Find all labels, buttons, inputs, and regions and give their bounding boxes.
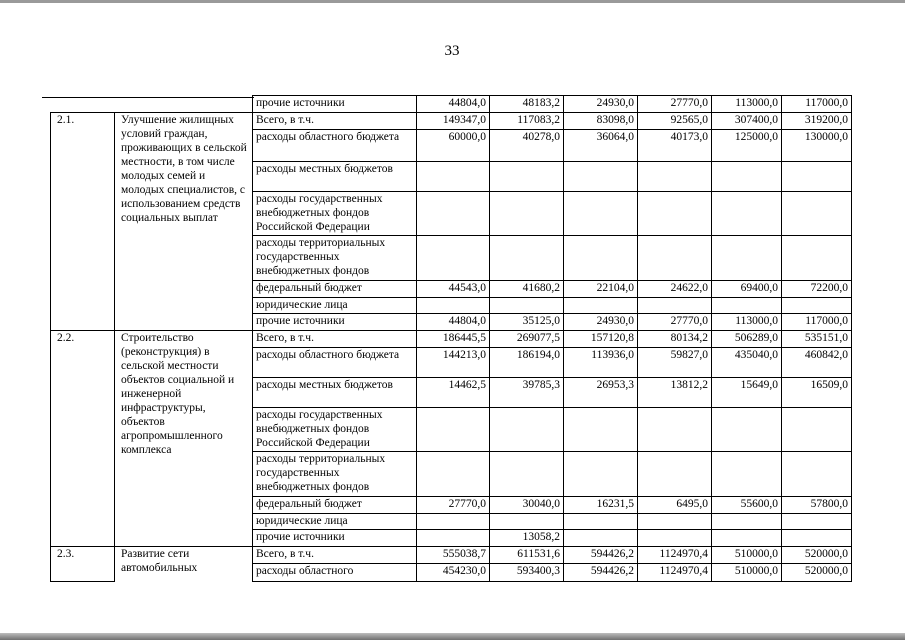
section-code: 2.3. (51, 547, 115, 582)
value-cell: 72200,0 (782, 281, 852, 298)
value-cell (564, 298, 638, 314)
value-cell (417, 408, 490, 452)
value-cell (782, 298, 852, 314)
value-cell: 27770,0 (417, 497, 490, 514)
value-cell: 157120,8 (564, 331, 638, 348)
value-cell: 14462,5 (417, 378, 490, 408)
value-cell (712, 236, 782, 281)
value-cell (564, 530, 638, 547)
value-cell (417, 236, 490, 281)
value-cell (417, 192, 490, 236)
value-cell: 520000,0 (782, 547, 852, 564)
value-cell: 130000,0 (782, 130, 852, 162)
value-cell: 27770,0 (638, 314, 712, 331)
value-cell (638, 514, 712, 530)
value-cell (782, 530, 852, 547)
funding-source: юридические лица (253, 298, 417, 314)
page-number: 33 (444, 43, 460, 59)
table-row (51, 331, 852, 348)
value-cell: 435040,0 (712, 348, 782, 378)
value-cell (638, 452, 712, 497)
value-cell (638, 192, 712, 236)
value-cell: 40278,0 (490, 130, 564, 162)
value-cell: 41680,2 (490, 281, 564, 298)
value-cell (712, 162, 782, 192)
value-cell: 113000,0 (712, 96, 782, 113)
value-cell: 186194,0 (490, 348, 564, 378)
funding-source: расходы государственных внебюджетных фондов Российской Федерации (253, 408, 417, 452)
section-name: Улучшение жилищных условий граждан, проживающих в сельской местности, в том числе молодых семей и молодых специалистов, с использованием средств социальных выплат (115, 113, 253, 331)
value-cell: 92565,0 (638, 113, 712, 130)
value-cell (638, 530, 712, 547)
value-cell (782, 514, 852, 530)
value-cell (712, 452, 782, 497)
value-cell: 36064,0 (564, 130, 638, 162)
funding-source: федеральный бюджет (253, 497, 417, 514)
value-cell (417, 452, 490, 497)
funding-source: расходы областного бюджета (253, 348, 417, 378)
value-cell (638, 298, 712, 314)
value-cell: 269077,5 (490, 331, 564, 348)
value-cell: 44543,0 (417, 281, 490, 298)
value-cell (417, 514, 490, 530)
value-cell: 555038,7 (417, 547, 490, 564)
value-cell (638, 408, 712, 452)
value-cell (782, 408, 852, 452)
value-cell: 594426,2 (564, 547, 638, 564)
value-cell (564, 514, 638, 530)
funding-source: расходы территориальных государственных внебюджетных фондов (253, 452, 417, 497)
value-cell: 27770,0 (638, 96, 712, 113)
value-cell: 60000,0 (417, 130, 490, 162)
value-cell: 593400,3 (490, 564, 564, 582)
blank-cell (51, 96, 253, 113)
value-cell: 13058,2 (490, 530, 564, 547)
value-cell: 594426,2 (564, 564, 638, 582)
value-cell: 16509,0 (782, 378, 852, 408)
value-cell: 22104,0 (564, 281, 638, 298)
value-cell (712, 408, 782, 452)
value-cell: 80134,2 (638, 331, 712, 348)
value-cell: 26953,3 (564, 378, 638, 408)
value-cell: 30040,0 (490, 497, 564, 514)
value-cell: 83098,0 (564, 113, 638, 130)
value-cell: 13812,2 (638, 378, 712, 408)
value-cell: 55600,0 (712, 497, 782, 514)
funding-source: расходы областного (253, 564, 417, 582)
funding-source: прочие источники (253, 96, 417, 113)
value-cell (564, 192, 638, 236)
value-cell: 117000,0 (782, 96, 852, 113)
funding-source: юридические лица (253, 514, 417, 530)
value-cell: 113000,0 (712, 314, 782, 331)
value-cell: 117000,0 (782, 314, 852, 331)
funding-source: расходы местных бюджетов (253, 378, 417, 408)
value-cell (712, 514, 782, 530)
value-cell (782, 192, 852, 236)
table-row (51, 96, 852, 113)
value-cell (490, 192, 564, 236)
value-cell (712, 530, 782, 547)
value-cell: 117083,2 (490, 113, 564, 130)
funding-source: расходы территориальных государственных внебюджетных фондов (253, 236, 417, 281)
funding-source: прочие источники (253, 530, 417, 547)
funding-source: расходы местных бюджетов (253, 162, 417, 192)
value-cell: 44804,0 (417, 96, 490, 113)
value-cell: 57800,0 (782, 497, 852, 514)
value-cell (564, 162, 638, 192)
value-cell (490, 236, 564, 281)
section-code: 2.1. (51, 113, 115, 331)
funding-source: расходы областного бюджета (253, 130, 417, 162)
value-cell: 24930,0 (564, 314, 638, 331)
value-cell: 44804,0 (417, 314, 490, 331)
value-cell: 35125,0 (490, 314, 564, 331)
budget-table (50, 95, 852, 582)
section-name: Развитие сети автомобильных (115, 547, 253, 582)
funding-source: Всего, в т.ч. (253, 331, 417, 348)
value-cell (490, 452, 564, 497)
value-cell (782, 452, 852, 497)
value-cell: 125000,0 (712, 130, 782, 162)
value-cell: 460842,0 (782, 348, 852, 378)
value-cell: 510000,0 (712, 547, 782, 564)
value-cell: 39785,3 (490, 378, 564, 408)
funding-source: прочие источники (253, 314, 417, 331)
value-cell: 307400,0 (712, 113, 782, 130)
value-cell: 48183,2 (490, 96, 564, 113)
value-cell: 15649,0 (712, 378, 782, 408)
value-cell: 510000,0 (712, 564, 782, 582)
value-cell: 16231,5 (564, 497, 638, 514)
value-cell (564, 452, 638, 497)
section-name: Строительство (реконструкция) в сельской местности объектов социальной и инженерной инфраструктуры, объектов агропромышленного комплекса (115, 331, 253, 547)
value-cell (417, 162, 490, 192)
value-cell (490, 514, 564, 530)
value-cell: 149347,0 (417, 113, 490, 130)
value-cell (782, 236, 852, 281)
value-cell (712, 298, 782, 314)
scan-edge-bottom (0, 633, 905, 640)
funding-source: расходы государственных внебюджетных фондов Российской Федерации (253, 192, 417, 236)
value-cell: 319200,0 (782, 113, 852, 130)
value-cell: 506289,0 (712, 331, 782, 348)
value-cell: 611531,6 (490, 547, 564, 564)
value-cell (564, 236, 638, 281)
value-cell: 24622,0 (638, 281, 712, 298)
value-cell (712, 192, 782, 236)
table-row (51, 113, 852, 130)
table-row (51, 547, 852, 564)
budget-table-body (51, 96, 852, 582)
value-cell: 6495,0 (638, 497, 712, 514)
funding-source: федеральный бюджет (253, 281, 417, 298)
value-cell (638, 236, 712, 281)
value-cell: 69400,0 (712, 281, 782, 298)
value-cell (564, 408, 638, 452)
value-cell (490, 162, 564, 192)
value-cell (638, 162, 712, 192)
value-cell: 40173,0 (638, 130, 712, 162)
value-cell (417, 298, 490, 314)
value-cell: 1124970,4 (638, 547, 712, 564)
value-cell: 1124970,4 (638, 564, 712, 582)
value-cell: 535151,0 (782, 331, 852, 348)
funding-source: Всего, в т.ч. (253, 113, 417, 130)
value-cell: 59827,0 (638, 348, 712, 378)
value-cell: 144213,0 (417, 348, 490, 378)
scan-edge-top (0, 0, 905, 3)
value-cell (417, 530, 490, 547)
value-cell (490, 408, 564, 452)
funding-source: Всего, в т.ч. (253, 547, 417, 564)
section-code: 2.2. (51, 331, 115, 547)
value-cell: 454230,0 (417, 564, 490, 582)
value-cell: 520000,0 (782, 564, 852, 582)
value-cell: 186445,5 (417, 331, 490, 348)
value-cell: 24930,0 (564, 96, 638, 113)
value-cell: 113936,0 (564, 348, 638, 378)
value-cell (782, 162, 852, 192)
value-cell (490, 298, 564, 314)
